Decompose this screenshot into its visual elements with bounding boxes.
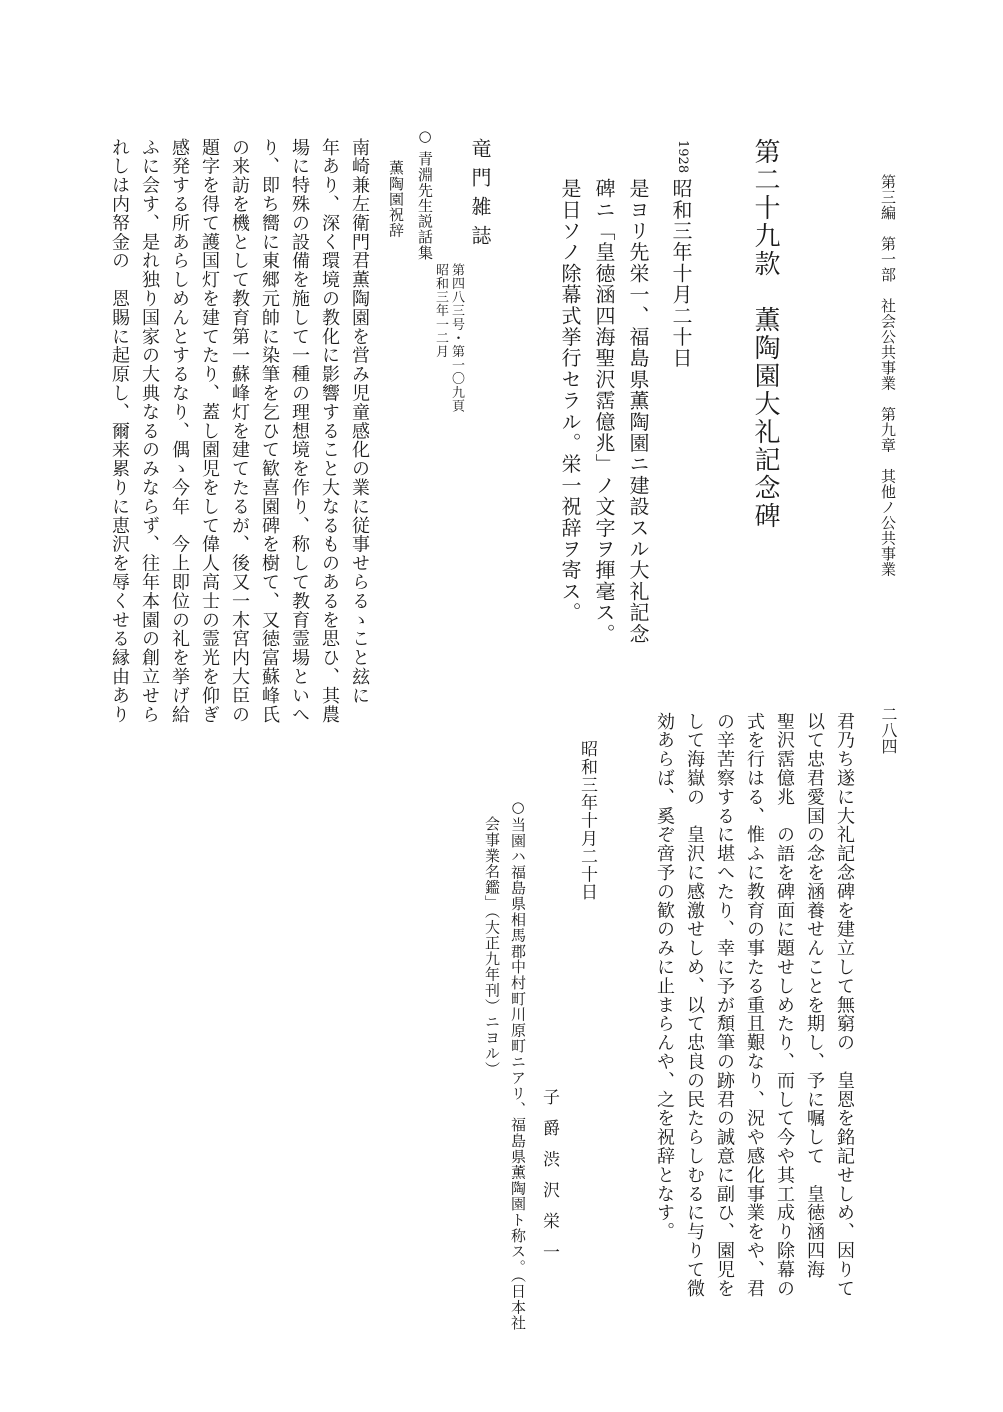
entry-line-1: 是ヨリ先栄一、福島県薫陶園ニ建設スル大礼記念 [626, 178, 650, 645]
page-number: 二八四 [879, 706, 898, 754]
speech-cont-line-2: 以て忠君愛国の念を涵養せんことを期し、予に嘱して 皇徳涵四海 [804, 712, 825, 1279]
source-title: 竜門雑誌 [468, 138, 492, 254]
speech-line-2: 年あり、深く環境の教化に影響すること大なるものあるを思ひ、其農 [319, 138, 340, 724]
entry-line-3: 是日ソノ除幕式挙行セラル。栄一祝辞ヲ寄ス。 [558, 178, 582, 624]
entry-line-2: 碑ニ「皇徳涵四海聖沢霑億兆」ノ文字ヲ揮毫ス。 [592, 178, 616, 645]
note-line-1: ○当園ハ福島県相馬郡中村町川原町ニアリ、福島県薫陶園ト称ス。（日本社 [509, 798, 527, 1331]
running-header: 第三編 第一部 社会公共事業 第九章 其他ノ公共事業 [879, 174, 897, 577]
source-ref-line-1: 第四八三号・第一〇九頁 [449, 263, 464, 413]
speech-cont-line-4: 式を行はる、惟ふに教育の事たる重且艱なり、況や感化事業をや、君 [744, 712, 765, 1298]
speech-line-9: れしは内帑金の 恩賜に起原し、爾来累りに恵沢を辱くせる縁由あり [109, 138, 130, 724]
speech-line-1: 南崎兼左衛門君薫陶園を営み児童感化の業に従事せらるゝこと玆に [349, 138, 370, 705]
speech-line-5: の来訪を機として教育第一蘇峰灯を建てたるが、後又一木宮内大臣の [229, 138, 250, 724]
speech-cont-line-1: 君乃ち遂に大礼記念碑を建立して無窮の 皇恩を銘記せしめ、因りて [834, 712, 855, 1298]
entry-date: 昭和三年十月二十日 [669, 178, 693, 369]
speech-cont-line-3: 聖沢霑億兆 の語を碑面に題せしめたり、而して今や其工成り除幕の [774, 712, 795, 1298]
speech-cont-line-7: 効あらば、奚ぞ啻予の歓のみに止まらんや、之を祝辞となす。 [654, 712, 675, 1242]
speech-cont-line-5: の辛苦察するに堪へたり、幸に予が頽筆の跡君の誠意に副ひ、園児を [714, 712, 735, 1298]
speech-line-6: 題字を得て護国灯を建てたり、蓋し園児をして偉人高士の霊光を仰ぎ [199, 138, 220, 724]
speech-signature: 子爵渋沢栄一 [539, 1088, 559, 1274]
speech-line-4: り、即ち嚮に東郷元帥に染筆を乞ひて歓喜園碑を樹て、又徳富蘇峰氏 [259, 138, 280, 724]
speech-closing-date: 昭和三年十月二十日 [577, 740, 597, 902]
speech-line-7: 感発する所あらしめんとするなり、偶ゝ今年 今上即位の礼を挙げ給 [169, 138, 190, 724]
speech-title: 薫陶園祝辞 [387, 160, 405, 238]
speech-line-3: 場に特殊の設備を施して一種の理想境を作り、称して教育霊場といへ [289, 138, 310, 724]
speech-line-8: ふに会す、是れ独り国家の大典なるのみならず、往年本園の創立せら [139, 138, 160, 724]
collection-label: ○ 青淵先生説話集 [416, 127, 434, 261]
section-title: 第二十九款 薫陶園大礼記念碑 [750, 138, 780, 530]
year-note: 1928 [675, 140, 690, 174]
note-line-2: 会事業名鑑」（大正九年刊）ニヨル） [483, 816, 501, 1078]
source-ref-line-2: 昭和三年一二月 [433, 263, 448, 359]
speech-cont-line-6: して海嶽の 皇沢に感激せしめ、以て忠良の民たらしむるに与りて微 [684, 712, 705, 1298]
